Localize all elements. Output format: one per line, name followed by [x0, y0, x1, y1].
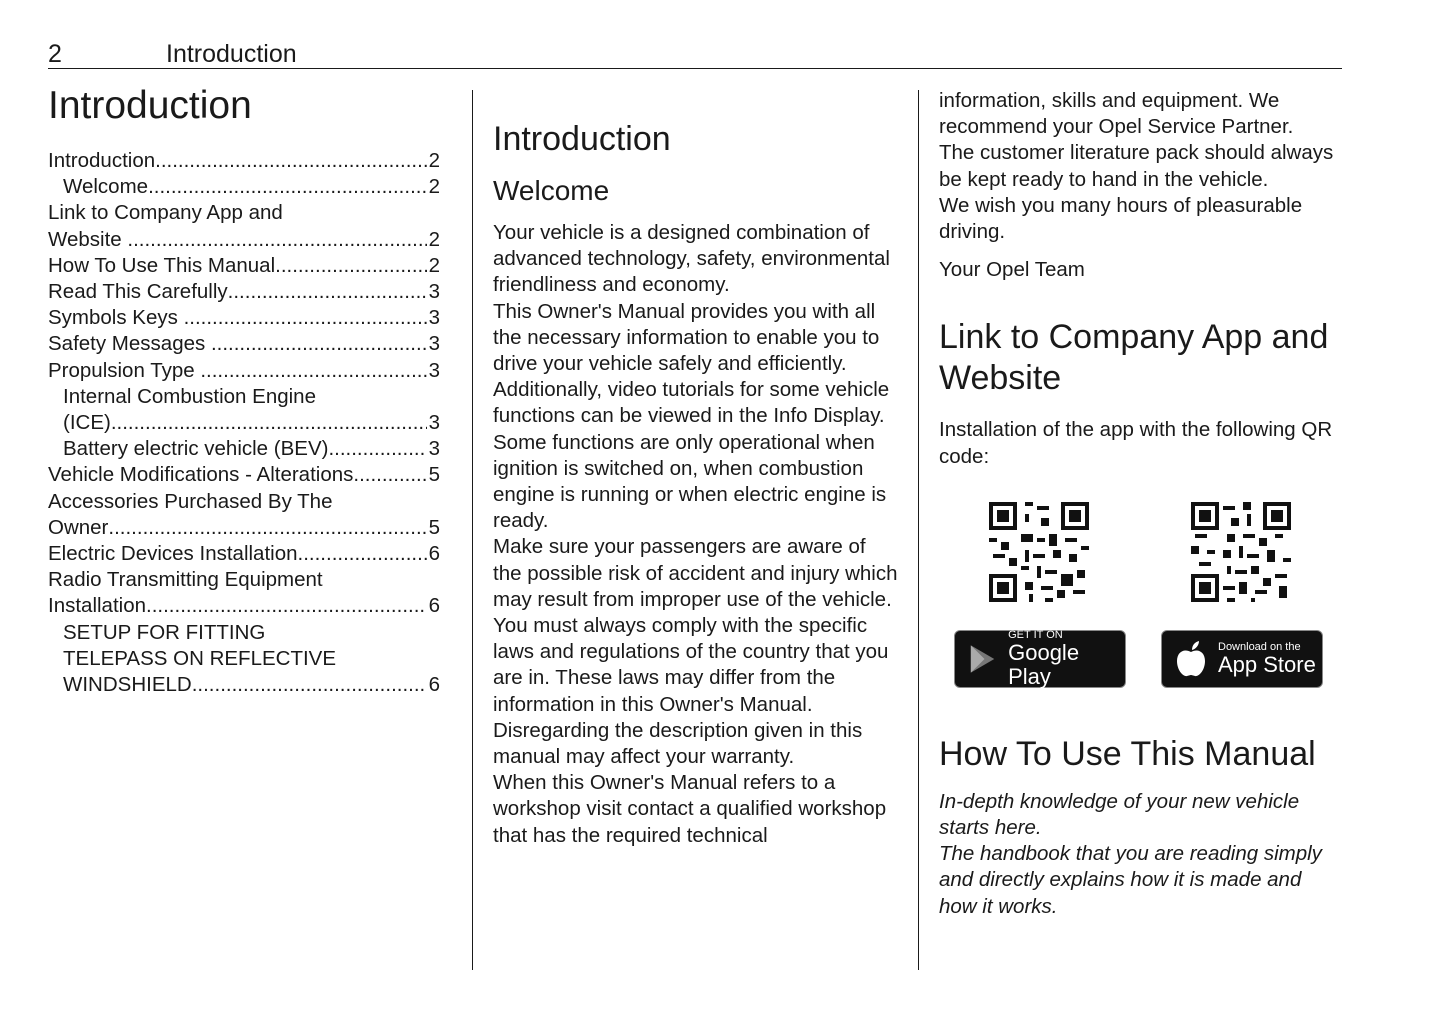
- google-play-badge[interactable]: [954, 630, 1126, 688]
- how-to-use-title: How To Use This Manual: [939, 734, 1316, 773]
- toc-entry[interactable]: Vehicle Modifications - Alterations ..... 5: [48, 462, 440, 488]
- paragraph: We wish you many hours of pleasurable driving.: [939, 193, 1303, 244]
- app-download-area: [939, 470, 1339, 700]
- google-play-icon: [965, 641, 1000, 677]
- toc-entry[interactable]: Safety Messages ..... 3: [48, 331, 440, 357]
- google-play-small-label: GET IT ON: [1008, 628, 1063, 641]
- toc-entry[interactable]: Symbols Keys ..... 3: [48, 305, 440, 331]
- app-store-badge[interactable]: [1161, 630, 1323, 688]
- paragraph: This Owner's Manual provides you with all the necessary information to enable you to drive your vehicle safely and efficiently.: [493, 299, 880, 376]
- qr-code-google-play[interactable]: [989, 502, 1089, 602]
- paragraph: You must always comply with the specific laws and regulations of the country that you are in. These laws may differ from the information in this Owner's Manual.: [493, 614, 889, 716]
- header-rule: [48, 68, 1342, 69]
- qr-code-app-store[interactable]: [1191, 502, 1291, 602]
- apple-icon: [1174, 640, 1208, 678]
- italic-paragraph: The handbook that you are reading simply and directly explains how it is made and how it works.: [939, 842, 1322, 918]
- column-divider-2: [918, 90, 919, 970]
- toc-entry[interactable]: How To Use This Manual ..... 2: [48, 253, 440, 279]
- paragraph: When this Owner's Manual refers to a workshop visit contact a qualified workshop that has the required technical: [493, 771, 887, 847]
- toc-entry[interactable]: Radio Transmitting Equipment Installation ..... 6: [48, 567, 440, 619]
- toc-entry[interactable]: Accessories Purchased By The Owner ..... 5: [48, 489, 440, 541]
- toc-title: Introduction: [48, 84, 252, 127]
- paragraph: Additionally, video tutorials for some vehicle functions can be viewed in the Info Display.: [493, 378, 890, 428]
- paragraph: information, skills and equipment. We recommend your Opel Service Partner.: [939, 89, 1294, 139]
- signature: Your Opel Team: [939, 258, 1085, 282]
- section-title: Introduction: [493, 120, 671, 158]
- column-divider-1: [472, 90, 473, 970]
- toc-entry[interactable]: SETUP FOR FITTING TELEPASS ON REFLECTIVE WINDSHIELD ..... 6: [48, 620, 440, 699]
- toc-entry[interactable]: Read This Carefully ..... 3: [48, 279, 440, 305]
- link-app-title: Link to Company App and Website: [939, 318, 1329, 398]
- install-text: Installation of the app with the following QR code:: [939, 418, 1333, 468]
- toc-entry[interactable]: Propulsion Type ..... 3: [48, 358, 440, 384]
- toc-entry[interactable]: Introduction ..... 2: [48, 148, 440, 174]
- google-play-big-label: Google Play: [1008, 639, 1080, 689]
- toc-entry[interactable]: Welcome ..... 2: [48, 174, 440, 200]
- toc-entry[interactable]: Battery electric vehicle (BEV) ..... 3: [48, 436, 440, 462]
- toc-entry[interactable]: Internal Combustion Engine (ICE) ..... 3: [48, 384, 440, 436]
- welcome-title: Welcome: [493, 175, 610, 206]
- app-store-small-label: Download on the: [1218, 640, 1301, 653]
- running-header: Introduction: [166, 40, 297, 68]
- toc-entry[interactable]: Electric Devices Installation ..... 6: [48, 541, 440, 567]
- paragraph: Your vehicle is a designed combination of advanced technology, safety, environmental friendliness and economy.: [493, 221, 890, 297]
- toc-entry[interactable]: Link to Company App and Website ..... 2: [48, 200, 440, 252]
- italic-paragraph: In-depth knowledge of your new vehicle starts here.: [939, 789, 1300, 840]
- toc-list: [48, 148, 440, 698]
- right-column: [939, 88, 1339, 920]
- intro-column: [493, 118, 898, 849]
- paragraph: The customer literature pack should always be kept ready to hand in the vehicle.: [939, 141, 1334, 191]
- paragraph: Disregarding the description given in this manual may affect your warranty.: [493, 718, 863, 769]
- app-store-big-label: App Store: [1218, 651, 1316, 677]
- toc-column: [48, 82, 440, 698]
- page-number: 2: [48, 40, 62, 68]
- paragraph: Some functions are only operational when ignition is switched on, when combustion engine is running or when electric engine is ready.: [493, 430, 887, 533]
- paragraph: Make sure your passengers are aware of the possible risk of accident and injury which may result from improper use of the vehicle.: [493, 535, 898, 611]
